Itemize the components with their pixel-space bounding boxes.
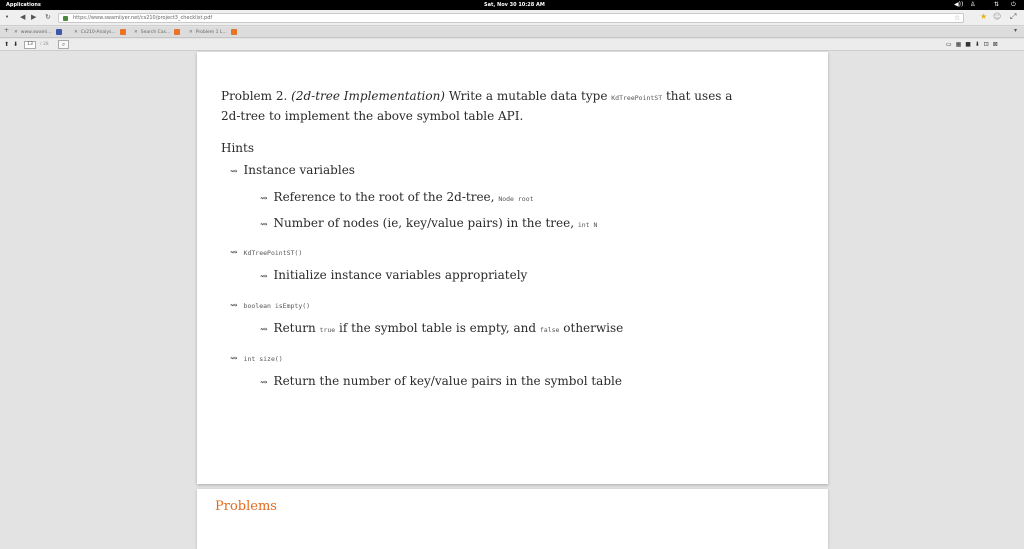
- bookmark-star-icon[interactable]: ☆: [954, 14, 961, 22]
- list-item: ⇝ KdTreePointST(): [230, 248, 303, 258]
- squiggle-arrow-icon: ⇝: [260, 272, 268, 282]
- squiggle-arrow-icon: ⇝: [230, 248, 238, 258]
- squiggle-arrow-icon: ⇝: [260, 220, 268, 230]
- zoom-icon[interactable]: ▭: [946, 41, 953, 48]
- browser-nav-bar: [0, 10, 1024, 26]
- print-icon[interactable]: ⊡: [983, 41, 990, 48]
- squiggle-arrow-icon: ⇝: [260, 325, 268, 335]
- extension-icon[interactable]: ☺: [993, 12, 1002, 21]
- list-item: ⇝ Number of nodes (ie, key/value pairs) in the tree, int N: [260, 216, 598, 230]
- pdf-toolbar: [0, 39, 1024, 51]
- list-item: ⇝ Instance variables: [230, 163, 355, 177]
- lock-icon: [63, 16, 68, 21]
- page-count: / 28: [40, 42, 49, 47]
- network-icon[interactable]: ⇅: [994, 1, 1000, 8]
- list-item: ⇝ boolean isEmpty(): [230, 301, 311, 311]
- tab-4[interactable]: ✕ Problem 1 L...: [189, 28, 237, 37]
- squiggle-arrow-icon: ⇝: [260, 194, 268, 204]
- list-item: ⇝ Initialize instance variables appropriately: [260, 268, 528, 282]
- problem-statement: Problem 2. (2d-tree Implementation) Write a mutable data type KdTreePointST that uses a 2d-tree to implement the above symbol table API.: [221, 89, 733, 123]
- problem-title: (2d-tree Implementation): [291, 89, 445, 103]
- power-icon[interactable]: ⏻: [1011, 1, 1016, 8]
- tab-3[interactable]: ✕ Search Cas...: [134, 28, 180, 37]
- view-tools: [946, 41, 999, 48]
- presentation-icon[interactable]: ■: [965, 41, 972, 48]
- tab-2[interactable]: ✕ Cs210-Analys...: [74, 28, 126, 37]
- page-number-input[interactable]: 13: [24, 41, 36, 49]
- forward-icon[interactable]: ▶: [31, 13, 37, 21]
- pdf-viewer[interactable]: [0, 52, 1024, 534]
- tab-list-icon[interactable]: ▾: [1014, 27, 1018, 34]
- site-favicon-icon: [231, 29, 237, 35]
- tab-1[interactable]: ✕ www.swami...: [14, 28, 62, 37]
- tab-close-icon[interactable]: ✕: [74, 30, 78, 35]
- fit-page-icon[interactable]: ▦: [955, 41, 963, 48]
- squiggle-arrow-icon: ⇝: [260, 378, 268, 388]
- new-tab-icon[interactable]: +: [4, 27, 10, 34]
- expand-icon[interactable]: ⤢: [1010, 12, 1017, 21]
- tab-close-icon[interactable]: ✕: [189, 30, 193, 35]
- url-text[interactable]: https://www.swamiiyer.net/cs210/project3_checklist.pdf: [73, 15, 213, 21]
- clock[interactable]: Sat, Nov 30 10:28 AM: [484, 2, 545, 8]
- site-favicon-icon: [174, 29, 180, 35]
- site-favicon-icon: [120, 29, 126, 35]
- url-bar[interactable]: [58, 13, 964, 23]
- back-icon[interactable]: ◀: [20, 13, 26, 21]
- list-item: ⇝ int size(): [230, 354, 283, 364]
- squiggle-arrow-icon: ⇝: [230, 167, 238, 177]
- next-page-icon[interactable]: ⬇: [13, 41, 19, 48]
- pdf-page: [197, 489, 828, 549]
- tab-close-icon[interactable]: ✕: [14, 30, 18, 35]
- hints-heading: Hints: [221, 141, 255, 155]
- download-icon[interactable]: ⬇: [974, 41, 981, 48]
- list-item: ⇝ Reference to the root of the 2d-tree, Node root: [260, 190, 534, 204]
- user-icon[interactable]: ♙: [970, 1, 976, 8]
- tab-close-icon[interactable]: ✕: [134, 30, 138, 35]
- applications-menu[interactable]: Applications: [6, 2, 41, 8]
- squiggle-arrow-icon: ⇝: [230, 301, 238, 311]
- menu-dot-icon[interactable]: •: [5, 13, 10, 21]
- code-kdtreepointst: KdTreePointST: [611, 94, 663, 102]
- list-item: ⇝ Return true if the symbol table is empty, and false otherwise: [260, 321, 624, 335]
- squiggle-arrow-icon: ⇝: [230, 354, 238, 364]
- section-heading: Problems: [215, 499, 277, 514]
- reload-icon[interactable]: ↻: [45, 13, 51, 21]
- list-item: ⇝ Return the number of key/value pairs in the symbol table: [260, 374, 622, 388]
- system-top-bar: [0, 0, 1024, 10]
- search-icon[interactable]: ⌕: [58, 40, 69, 49]
- tab-bar: [0, 27, 1024, 38]
- volume-icon[interactable]: ◀)): [954, 1, 964, 8]
- site-favicon-icon: [56, 29, 62, 35]
- pdf-page: [197, 52, 828, 484]
- tools-icon[interactable]: ⊠: [992, 41, 999, 48]
- favorites-icon[interactable]: ★: [980, 12, 988, 21]
- previous-page-icon[interactable]: ⬆: [4, 41, 10, 48]
